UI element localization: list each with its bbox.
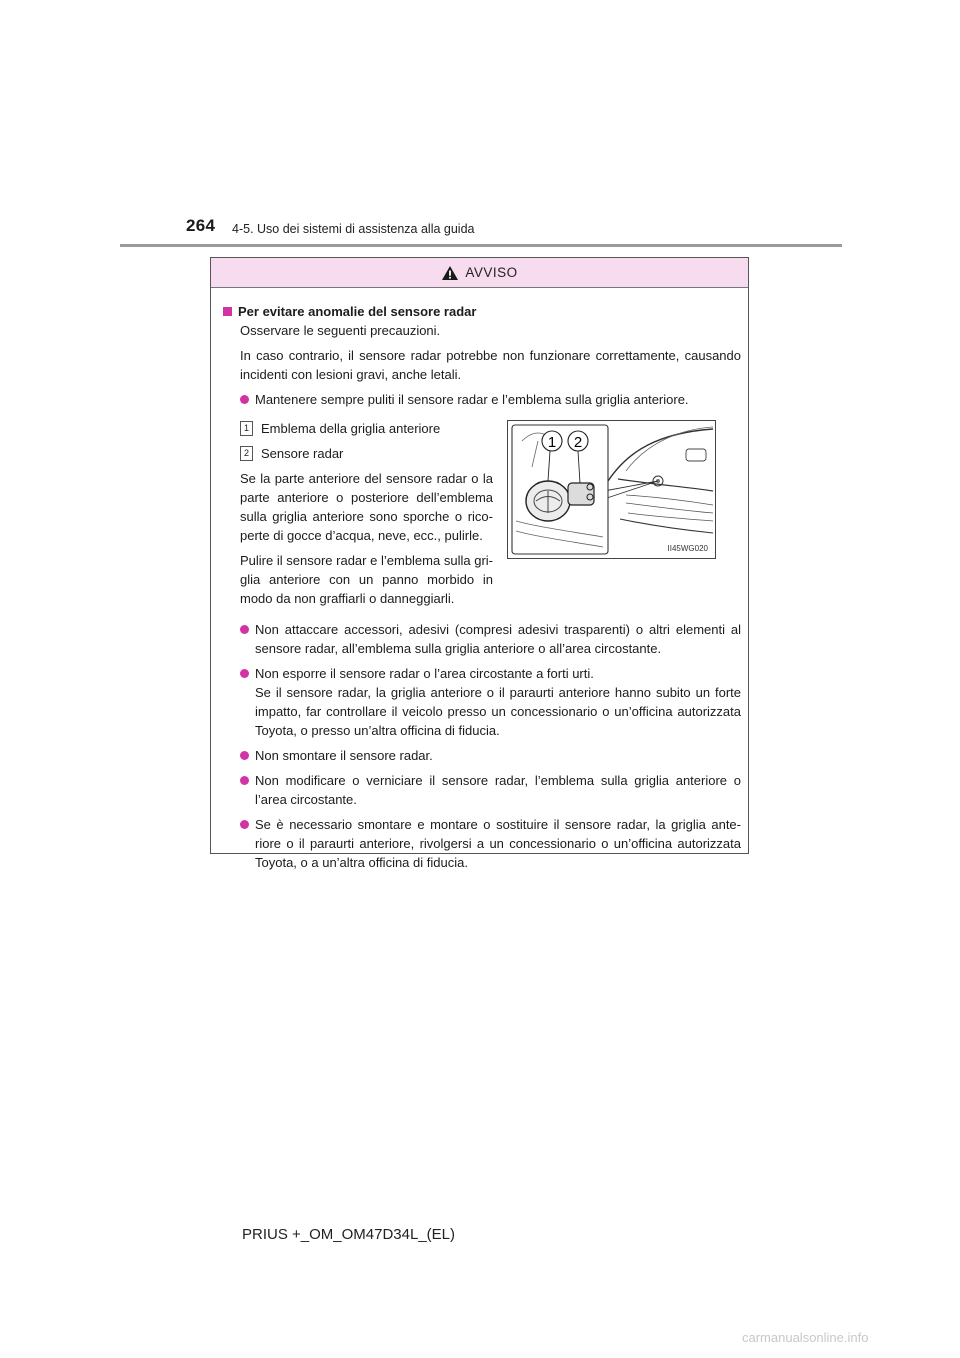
list-item <box>223 664 741 740</box>
image-code: II45WG020 <box>667 544 708 553</box>
section-title: 4-5. Uso dei sistemi di assistenza alla guida <box>232 222 475 236</box>
legend-number-1: 1 <box>240 421 253 436</box>
warning-triangle-icon <box>441 265 459 281</box>
legend-text-2: Sensore radar <box>261 446 344 461</box>
callout-1: 1 <box>547 434 557 451</box>
warning-header <box>211 258 748 288</box>
list-item-text <box>255 664 741 740</box>
warning-body <box>211 288 748 872</box>
document-code: PRIUS +_OM_OM47D34L_(EL) <box>242 1226 456 1243</box>
bullet-dot-icon <box>240 751 249 760</box>
warning-box <box>210 257 749 870</box>
page-number: 264 <box>186 216 216 235</box>
intro-line-1: Osservare le seguenti precauzioni. <box>240 323 441 338</box>
legend-number-2: 2 <box>240 446 253 461</box>
figure-block <box>223 419 741 614</box>
radar-sensor-illustration <box>507 420 716 559</box>
list-item-text: Non attaccare accessori, adesivi (compresi adesivi trasparenti) o altri elementi al sensore radar, all’emblema sulla griglia anteriore o all’area circostante. <box>255 622 741 656</box>
list-item <box>223 746 741 765</box>
list-item-text-line: Non esporre il sensore radar o l’area circostante a forti urti. <box>255 666 594 681</box>
warning-subhead <box>223 302 741 321</box>
bullet-dot-icon <box>240 395 249 404</box>
bullet-dot-icon <box>240 776 249 785</box>
figure-caption <box>223 419 493 614</box>
figure-note-1: Se la parte anteriore del sensore radar o la parte anteriore o posteriore dell’emblema sulla griglia anteriore sono sporche o rico-perte di gocce d’acqua, neve, ecc., pulirle. <box>240 471 493 543</box>
bullet-dot-icon <box>240 625 249 634</box>
figure-note-2: Pulire il sensore radar e l’emblema sulla gri-glia anteriore con un panno morbido in modo da non graffiarli o danneggiarli. <box>240 553 493 606</box>
list-item <box>223 815 741 872</box>
warning-label: AVVISO <box>465 265 518 280</box>
legend-item-2 <box>240 444 493 463</box>
list-item-text: Non modificare o verniciare il sensore radar, l’emblema sulla griglia anteriore o l’area circostante. <box>255 773 741 807</box>
list-item <box>223 390 741 409</box>
list-item-text-continuation: Se il sensore radar, la griglia anteriore o il paraurti anteriore hanno subito un forte impatto, far controllare il veicolo presso un concessionario o un’officina autorizzata Toyota, o presso un’altra officina di fiducia. <box>255 685 741 738</box>
bullet-dot-icon <box>240 820 249 829</box>
list-item-text: Non smontare il sensore radar. <box>255 748 433 763</box>
list-item-text: Se è necessario smontare e montare o sostituire il sensore radar, la griglia ante-riore o il paraurti anteriore, rivolgersi a un concessionario o un’officina autorizzata Toyota, o a un’altra officina di fiducia. <box>255 817 741 870</box>
list-item <box>223 771 741 809</box>
bullet-dot-icon <box>240 669 249 678</box>
warning-subhead-text: Per evitare anomalie del sensore radar <box>238 304 477 319</box>
legend-text-1: Emblema della griglia anteriore <box>261 421 441 436</box>
list-item <box>223 620 741 658</box>
intro-line-2: In caso contrario, il sensore radar potrebbe non funzionare correttamente, causando incidenti con lesioni gravi, anche letali. <box>240 348 741 382</box>
list-item-text: Mantenere sempre puliti il sensore radar e l’emblema sulla griglia anteriore. <box>255 392 689 407</box>
callout-2: 2 <box>573 434 583 451</box>
square-bullet-icon <box>223 307 232 316</box>
header-rule <box>120 244 842 247</box>
legend-item-1 <box>240 419 493 438</box>
watermark: carmanualsonline.info <box>742 1330 869 1345</box>
